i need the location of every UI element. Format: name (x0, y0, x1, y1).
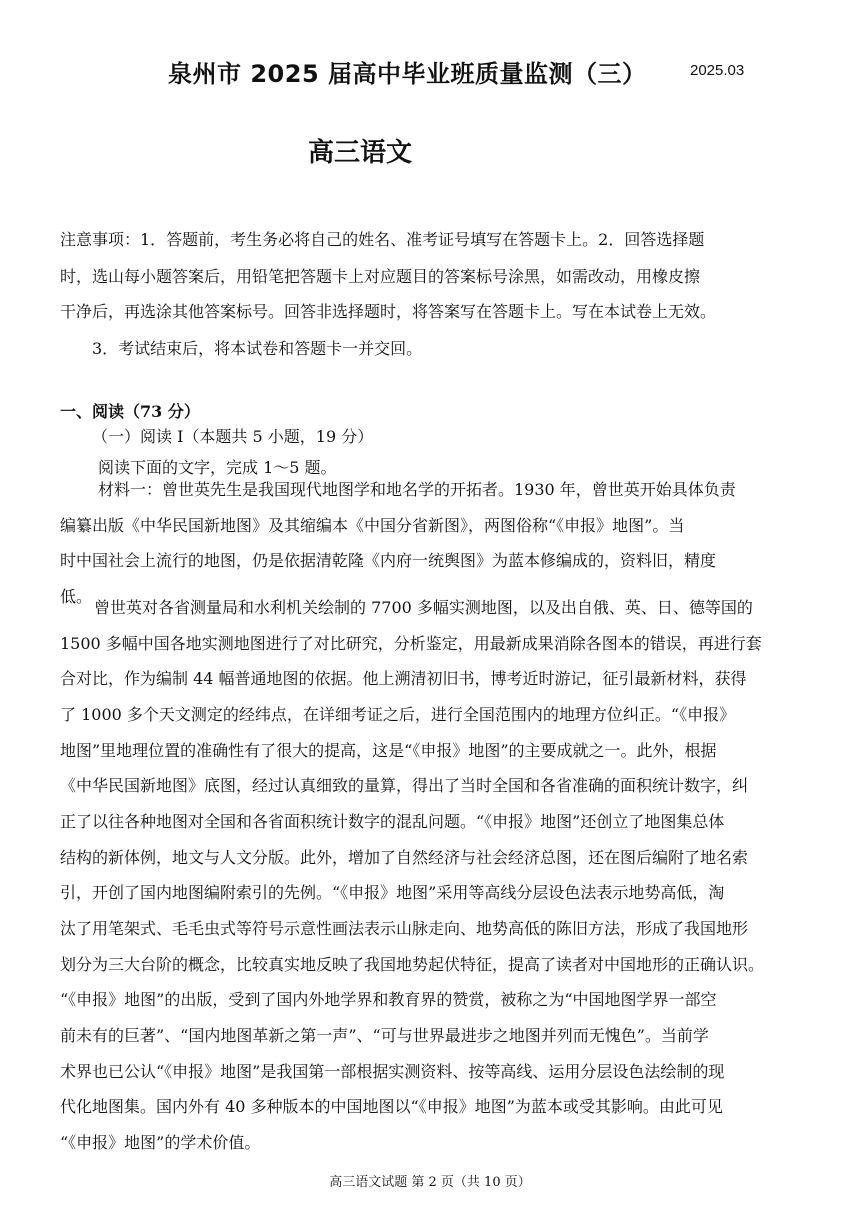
passage-line: 编纂出版《中华民国新地图》及其缩编本《中国分省新图》，两图俗称“《申报》地图”。当 (60, 516, 685, 535)
notice-line: 干净后，再选涂其他答案标号。回答非选择题时，将答案写在答题卡上。写在本试卷上无效。 (60, 302, 717, 321)
passage-line: 曾世英对各省测量局和水利机关绘制的 7700 多幅实测地图，以及出自俄、英、日、德等国的 (94, 598, 753, 617)
passage-line: 代化地图集。国内外有 40 多种版本的中国地图以“《申报》地图”为蓝本或受其影响。由此可见 (60, 1097, 723, 1116)
passage-line: 了 1000 多个天文测定的经纬点，在详细考证之后，进行全国范围内的地理方位纠正。“《申报》 (60, 705, 736, 724)
section-subheading: （一）阅读 I（本题共 5 小题，19 分） (92, 427, 374, 446)
passage-line: 时中国社会上流行的地图，仍是依据清乾隆《内府一统舆图》为蓝本修编成的，资料旧，精度 (60, 551, 717, 570)
reading-instruction: 阅读下面的文字，完成 1～5 题。 (98, 458, 337, 477)
section-heading: 一、阅读（73 分） (60, 402, 200, 421)
passage-line: 前未有的巨著”、“国内地图革新之第一声”、“可与世界最进步之地图并列而无愧色”。当前学 (60, 1026, 709, 1045)
passage-line: 合对比，作为编制 44 幅普通地图的依据。他上溯清初旧书，博考近时游记，征引最新材料，获得 (60, 669, 747, 688)
notice-line: 3．考试结束后，将本试卷和答题卡一并交回。 (92, 339, 423, 358)
passage-line: 《中华民国新地图》底图，经过认真细致的量算，得出了当时全国和各省准确的面积统计数字，纠 (60, 776, 749, 795)
notice-line: 时，选山每小题答案后，用铅笔把答题卡上对应题目的答案标号涂黑，如需改动，用橡皮擦 (60, 267, 701, 286)
passage-line: 低。 (60, 587, 93, 606)
passage-line: 结构的新体例，地文与人文分版。此外，增加了自然经济与社会经济总图，还在图后编附了地名索 (60, 848, 749, 867)
passage-line: 汰了用笔架式、毛毛虫式等符号示意性画法表示山脉走向、地势高低的陈旧方法，形成了我国地形 (60, 919, 749, 938)
passage-line: 术界也已公认“《申报》地图”是我国第一部根据实测资料、按等高线、运用分层设色法绘制的现 (60, 1062, 725, 1081)
passage-line: 地图”里地理位置的准确性有了很大的提高，这是“《申报》地图”的主要成就之一。此外，根据 (60, 741, 717, 760)
passage-line: 1500 多幅中国各地实测地图进行了对比研究，分析鉴定，用最新成果消除各图本的错误，再进行套 (60, 634, 762, 653)
passage-line: 材料一：曾世英先生是我国现代地图学和地名学的开拓者。1930 年，曾世英开始具体负责 (98, 480, 736, 499)
notice-line: 注意事项：1．答题前，考生务必将自己的姓名、准考证号填写在答题卡上。2．回答选择题 (60, 230, 705, 249)
exam-title: 泉州市 2025 届高中毕业班质量监测（三） (168, 60, 647, 88)
passage-line: 划分为三大台阶的概念，比较真实地反映了我国地势起伏特征，提高了读者对中国地形的正确认识。 (60, 955, 765, 974)
passage-line: 引，开创了国内地图编附索引的先例。“《申报》地图”采用等高线分层设色法表示地势高低，淘 (60, 883, 725, 902)
page-footer: 高三语文试题 第 2 页（共 10 页） (329, 1175, 531, 1190)
passage-line: 正了以往各种地图对全国和各省面积统计数字的混乱问题。“《申报》地图”还创立了地图集总体 (60, 812, 725, 831)
exam-date: 2025.03 (690, 62, 745, 79)
passage-line: “《申报》地图”的出版，受到了国内外地学界和教育界的赞赏，被称之为“中国地图学界一部空 (60, 990, 717, 1009)
passage-line: “《申报》地图”的学术价值。 (60, 1133, 261, 1152)
subject-title: 高三语文 (308, 138, 413, 168)
